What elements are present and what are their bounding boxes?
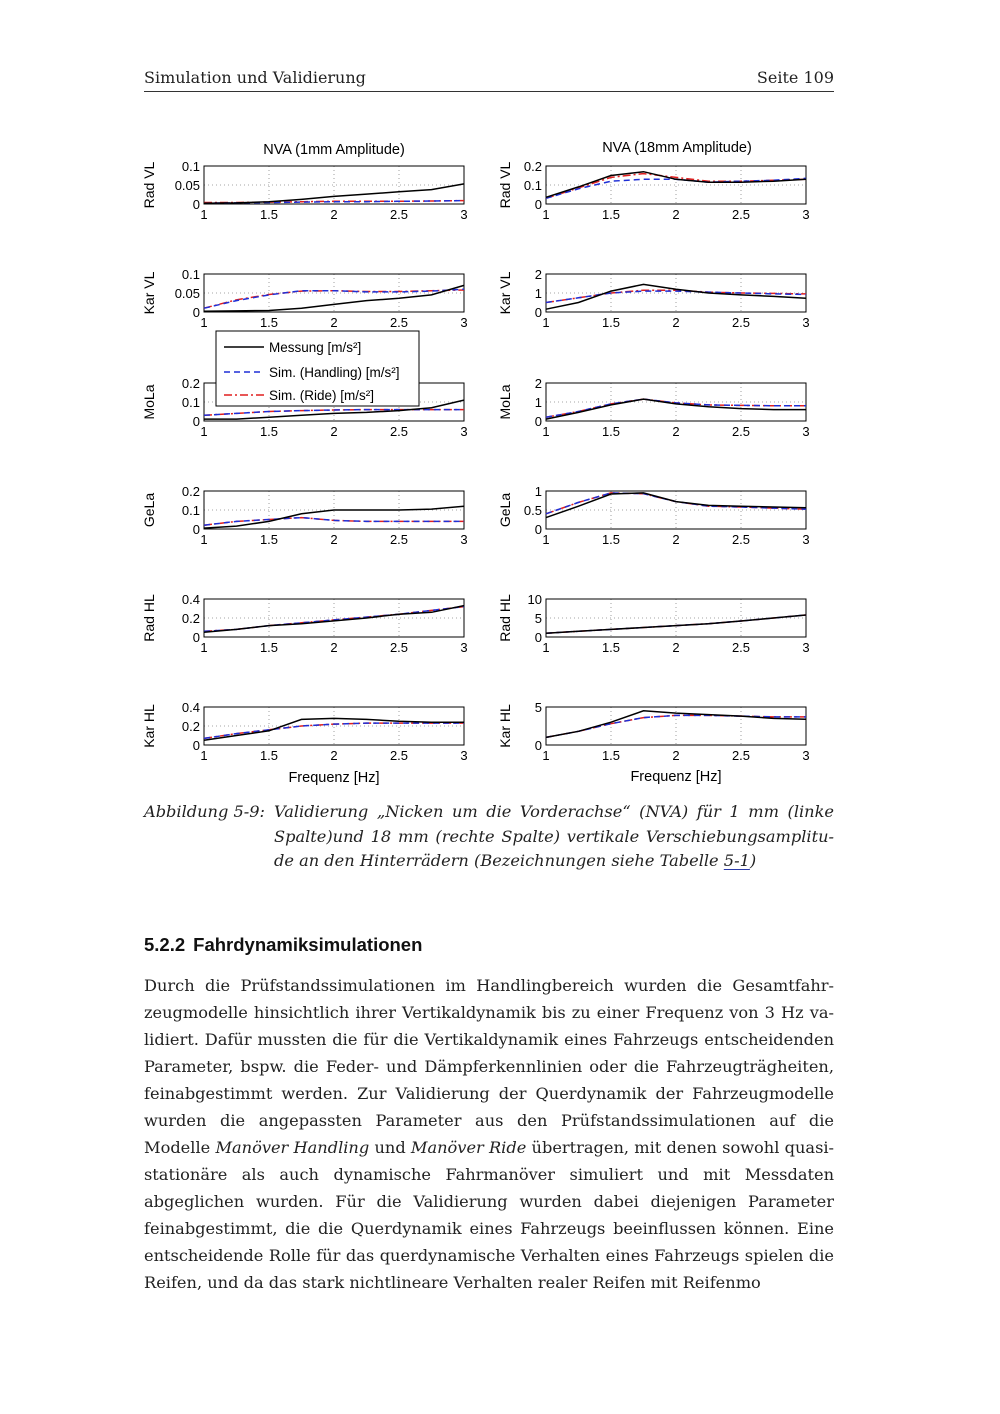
y-axis-label: Rad HL xyxy=(497,594,513,642)
x-tick-label: 1.5 xyxy=(601,424,621,439)
xlabel-left: Frequenz [Hz] xyxy=(288,770,380,786)
x-tick-label: 2 xyxy=(672,207,680,222)
x-tick-label: 1 xyxy=(200,315,208,330)
y-tick-label: 0 xyxy=(192,197,200,212)
section-number: 5.2.2 xyxy=(144,934,186,955)
y-tick-label: 0.2 xyxy=(181,719,200,734)
y-tick-label: 0 xyxy=(192,738,200,753)
y-tick-label: 0 xyxy=(534,630,542,645)
table-reference-link[interactable]: 5-1 xyxy=(723,851,750,870)
y-tick-label: 0.1 xyxy=(181,395,200,410)
x-tick-label: 1.5 xyxy=(259,640,279,655)
y-tick-label: 5 xyxy=(534,611,542,626)
y-axis-label: Rad VL xyxy=(497,161,513,209)
x-tick-label: 2.5 xyxy=(731,315,751,330)
y-axis-label: Rad HL xyxy=(141,594,157,642)
series-handling xyxy=(546,715,806,737)
body-paragraph xyxy=(144,972,834,1296)
x-tick-label: 2 xyxy=(330,748,338,763)
x-tick-label: 2 xyxy=(330,424,338,439)
validation-figure xyxy=(130,130,830,790)
subplot-12 xyxy=(497,700,810,763)
y-axis-label: MoLa xyxy=(141,384,157,420)
series-ride xyxy=(546,715,806,737)
subplot-1 xyxy=(141,159,468,222)
x-tick-label: 3 xyxy=(460,748,468,763)
col-title-right: NVA (18mm Amplitude) xyxy=(602,140,752,156)
y-tick-label: 0.1 xyxy=(523,178,542,193)
y-tick-label: 0.2 xyxy=(523,159,542,174)
subplot-3 xyxy=(141,267,468,330)
x-tick-label: 3 xyxy=(802,532,810,547)
x-tick-label: 2.5 xyxy=(731,207,751,222)
y-axis-label: GeLa xyxy=(141,492,157,528)
y-tick-label: 0 xyxy=(534,197,542,212)
subplot-8 xyxy=(497,484,810,547)
y-tick-label: 0.5 xyxy=(523,503,542,518)
caption-label: Abbildung 5-9: xyxy=(144,802,266,821)
x-tick-label: 1 xyxy=(542,748,550,763)
y-tick-label: 0 xyxy=(192,522,200,537)
x-tick-label: 1 xyxy=(542,315,550,330)
y-tick-label: 0 xyxy=(192,305,200,320)
x-tick-label: 3 xyxy=(460,424,468,439)
section-title: Fahrdynamiksimulationen xyxy=(193,934,423,955)
series-messung xyxy=(546,172,806,198)
subplot-11 xyxy=(141,700,468,763)
y-axis-label: Kar VL xyxy=(141,271,157,315)
y-tick-label: 5 xyxy=(534,700,542,715)
x-tick-label: 3 xyxy=(460,532,468,547)
y-tick-label: 0 xyxy=(534,738,542,753)
x-tick-label: 1.5 xyxy=(601,207,621,222)
x-tick-label: 1.5 xyxy=(601,640,621,655)
x-tick-label: 1.5 xyxy=(601,315,621,330)
x-tick-label: 1.5 xyxy=(601,532,621,547)
y-tick-label: 0.4 xyxy=(181,592,200,607)
legend-handling: Sim. (Handling) [m/s²] xyxy=(269,365,400,380)
subplot-10 xyxy=(497,592,810,655)
series-messung xyxy=(204,718,464,740)
subplot-4 xyxy=(497,267,810,330)
x-tick-label: 1 xyxy=(542,532,550,547)
y-tick-label: 0.2 xyxy=(181,484,200,499)
x-tick-label: 2 xyxy=(672,315,680,330)
y-tick-label: 1 xyxy=(534,286,542,301)
x-tick-label: 2 xyxy=(330,532,338,547)
y-axis-label: Kar HL xyxy=(497,704,513,748)
x-tick-label: 3 xyxy=(460,315,468,330)
series-messung xyxy=(204,506,464,528)
subplot-2 xyxy=(497,159,810,222)
running-title: Simulation und Validierung xyxy=(144,68,366,87)
subplot-7 xyxy=(141,484,468,547)
series-messung xyxy=(546,493,806,518)
y-axis-label: Rad VL xyxy=(141,161,157,209)
para-emph-handling: Manöver Handling xyxy=(215,1138,370,1157)
x-tick-label: 1.5 xyxy=(259,207,279,222)
x-tick-label: 2.5 xyxy=(389,207,409,222)
x-tick-label: 3 xyxy=(802,424,810,439)
y-tick-label: 0.1 xyxy=(181,503,200,518)
legend-messung: Messung [m/s²] xyxy=(269,340,362,355)
y-tick-label: 0 xyxy=(534,522,542,537)
para-part-1: Durch die Prüfstandssimulationen im Handlingbereich wurden die Gesamtfahrzeugmodelle hinsichtlich ihrer Vertikaldynamik bis zu einer Frequenz von 3 Hz validiert. Dafür mussten die für die Vertikaldynamik eines Fahrzeugs entscheidenden Parameter, bspw. die Feder- und Dämpferkennlinien oder die Fahrzeugträgheiten, feinabgestimmt werden. Zur Validierung der Querdynamik der Fahrzeugmodelle wurden die angepassten Parameter aus den Prüfstandssimulationen auf die Modelle xyxy=(144,976,834,1157)
x-tick-label: 2 xyxy=(330,207,338,222)
x-tick-label: 3 xyxy=(802,640,810,655)
para-part-2: und xyxy=(369,1138,411,1157)
y-tick-label: 0.1 xyxy=(181,159,200,174)
x-tick-label: 2.5 xyxy=(731,424,751,439)
y-axis-label: GeLa xyxy=(497,492,513,528)
x-tick-label: 1 xyxy=(542,207,550,222)
y-tick-label: 0.2 xyxy=(181,611,200,626)
para-emph-ride: Manöver Ride xyxy=(410,1138,527,1157)
x-tick-label: 3 xyxy=(802,748,810,763)
x-tick-label: 2 xyxy=(330,315,338,330)
x-tick-label: 1.5 xyxy=(259,315,279,330)
x-tick-label: 2.5 xyxy=(389,424,409,439)
y-tick-label: 10 xyxy=(527,592,542,607)
series-ride xyxy=(204,723,464,738)
caption-text xyxy=(274,800,834,874)
x-tick-label: 2.5 xyxy=(389,640,409,655)
x-tick-label: 1 xyxy=(200,748,208,763)
y-axis-label: Kar VL xyxy=(497,271,513,315)
x-tick-label: 3 xyxy=(802,207,810,222)
x-tick-label: 3 xyxy=(460,207,468,222)
y-tick-label: 1 xyxy=(534,395,542,410)
y-tick-label: 0.05 xyxy=(174,286,200,301)
para-part-3: übertragen, mit denen sowohl quasi-stationäre als auch dynamische Fahrmanöver simuliert und mit Messdaten abgeglichen wurden. Für die Validierung wurden dabei diejenigen Parameter feinabgestimmt, die die Querdynamik eines Fahrzeugs beeinflussen können. Eine entscheidende Rolle für das querdynamische Verhalten eines Fahrzeugs spielen die Reifen, und da das stark nichtlineare Verhalten realer Reifen mit Reifenmo xyxy=(144,1138,835,1292)
y-axis-label: Kar HL xyxy=(141,704,157,748)
y-tick-label: 0 xyxy=(534,414,542,429)
section-heading xyxy=(144,934,430,956)
legend xyxy=(216,331,419,406)
x-tick-label: 2.5 xyxy=(731,640,751,655)
page-number: Seite 109 xyxy=(756,68,834,87)
x-tick-label: 2 xyxy=(672,424,680,439)
x-tick-label: 1 xyxy=(200,207,208,222)
x-tick-label: 1.5 xyxy=(259,532,279,547)
x-tick-label: 2 xyxy=(330,640,338,655)
x-tick-label: 2 xyxy=(672,640,680,655)
x-tick-label: 2 xyxy=(672,532,680,547)
x-tick-label: 1 xyxy=(200,640,208,655)
x-tick-label: 2.5 xyxy=(731,532,751,547)
xlabel-right: Frequenz [Hz] xyxy=(630,769,722,785)
caption-body: Validierung „Nicken um die Vorderachse“ (NVA) für 1 mm (linke Spalte)und 18 mm (rechte Spalte) vertikale Verschiebungsamplitude an den Hinterrädern (Bezeichnungen siehe Tabelle xyxy=(274,802,834,870)
y-tick-label: 0 xyxy=(192,414,200,429)
x-tick-label: 1.5 xyxy=(601,748,621,763)
legend-ride: Sim. (Ride) [m/s²] xyxy=(269,388,375,403)
y-tick-label: 0.4 xyxy=(181,700,200,715)
subplot-6 xyxy=(497,376,810,439)
series-messung xyxy=(204,606,464,633)
x-tick-label: 1.5 xyxy=(259,424,279,439)
x-tick-label: 1 xyxy=(542,640,550,655)
y-tick-label: 2 xyxy=(534,376,542,391)
header-rule xyxy=(144,91,834,92)
x-tick-label: 3 xyxy=(460,640,468,655)
y-tick-label: 0.05 xyxy=(174,178,200,193)
y-axis-label: MoLa xyxy=(497,384,513,420)
y-tick-label: 0 xyxy=(192,630,200,645)
x-tick-label: 1 xyxy=(542,424,550,439)
caption-end: ) xyxy=(749,851,757,870)
x-tick-label: 1 xyxy=(200,532,208,547)
x-tick-label: 2 xyxy=(672,748,680,763)
subplot-9 xyxy=(141,592,468,655)
y-tick-label: 0.1 xyxy=(181,267,200,282)
y-tick-label: 0 xyxy=(534,305,542,320)
x-tick-label: 3 xyxy=(802,315,810,330)
page-header xyxy=(144,68,834,92)
x-tick-label: 1.5 xyxy=(259,748,279,763)
x-tick-label: 2.5 xyxy=(389,532,409,547)
y-tick-label: 1 xyxy=(534,484,542,499)
col-title-left: NVA (1mm Amplitude) xyxy=(263,142,405,158)
series-handling xyxy=(204,723,464,738)
y-tick-label: 0.2 xyxy=(181,376,200,391)
y-tick-label: 2 xyxy=(534,267,542,282)
x-tick-label: 2.5 xyxy=(731,748,751,763)
x-tick-label: 1 xyxy=(200,424,208,439)
x-tick-label: 2.5 xyxy=(389,315,409,330)
x-tick-label: 2.5 xyxy=(389,748,409,763)
